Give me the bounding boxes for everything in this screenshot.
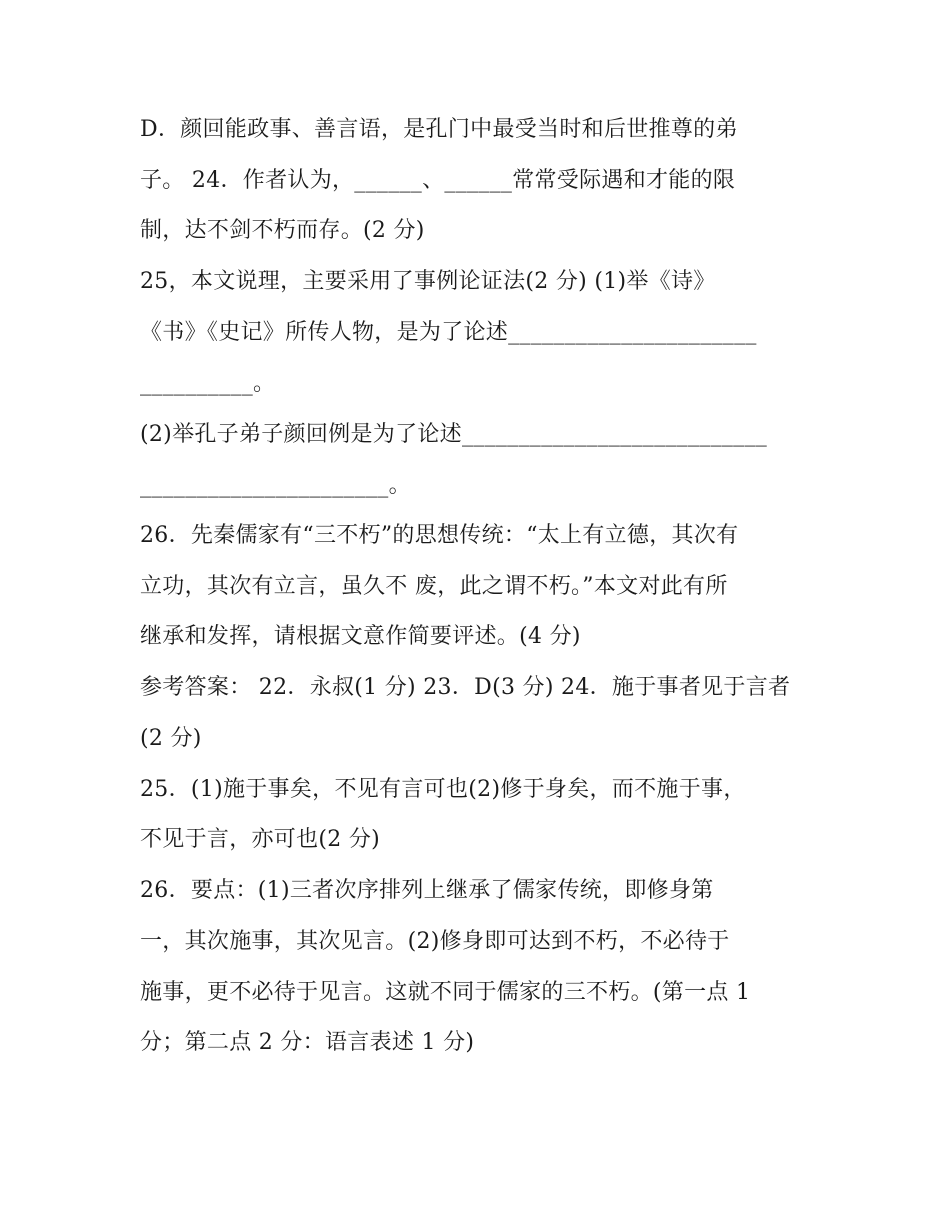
text-line: __________。 [140, 371, 276, 396]
text-line: ______________________。 [140, 473, 411, 498]
text-line: 参考答案： 22．永叔(1 分) 23．D(3 分) 24．施于事者见于言者 [140, 675, 791, 700]
text-line: 26．先秦儒家有“三不朽”的思想传统：“太上有立德，其次有 [140, 523, 739, 548]
text-line: 子。 24．作者认为，______、______常常受际遇和才能的限 [140, 168, 736, 193]
text-line: (2 分) [140, 726, 202, 751]
text-line: D．颜回能政事、善言语，是孔门中最受当时和后世推尊的弟 [140, 117, 738, 142]
text-line: 施事，更不必待于见言。这就不同于儒家的三不朽。(第一点 1 [140, 980, 751, 1005]
text-line: 分；第二点 2 分：语言表述 1 分) [140, 1030, 475, 1055]
text-line: 26．要点：(1)三者次序排列上继承了儒家传统，即修身第 [140, 878, 714, 903]
text-line: (2)举孔子弟子颜回例是为了论述___________________________ [140, 422, 768, 447]
text-line: 一，其次施事，其次见言。(2)修身即可达到不朽，不必待于 [140, 929, 730, 954]
text-line: 立功，其次有立言，虽久不 废，此之谓不朽。”本文对此有所 [140, 574, 728, 599]
text-line: 制，达不剑不朽而存。(2 分) [140, 218, 425, 243]
text-line: 25．(1)施于事矣，不见有言可也(2)修于身矣，而不施于事， [140, 777, 746, 802]
text-line: 继承和发挥，请根据文意作简要评述。(4 分) [140, 624, 581, 649]
text-line: 不见于言，亦可也(2 分) [140, 827, 381, 852]
text-line: 《书》《史记》所传人物，是为了论述______________________ [140, 320, 757, 345]
text-line: 25，本文说理，主要采用了事例论证法(2 分) (1)举《诗》 [140, 269, 716, 294]
